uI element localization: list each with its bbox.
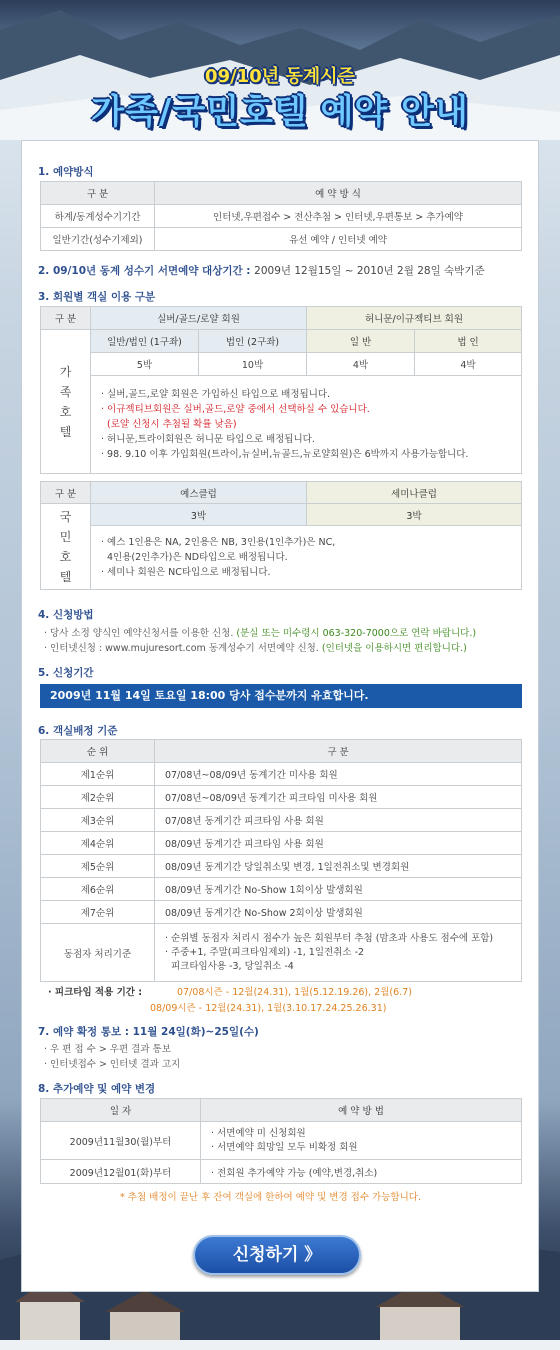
season-title: 09/10년 동계시즌 — [205, 66, 355, 87]
apply-method-line-1 — [44, 625, 476, 639]
table-cell: 유선 예약 / 인터넷 예약 — [155, 228, 522, 251]
table-cell: 10박 — [199, 353, 307, 376]
table-cell: 07/08년 동계기간 피크타임 사용 회원 — [155, 809, 522, 832]
reservation-method-table — [40, 181, 522, 251]
content-panel — [21, 140, 539, 1292]
table-cell: 08/09년 동계기간 당일취소및 변경, 1일전취소및 변경회원 — [155, 855, 522, 878]
apply-method-contact: (분실 또는 미수령시 063-320-7000으로 연락 바랍니다.) — [236, 628, 477, 639]
room-usage-table-national — [40, 481, 522, 590]
label-char: 텔 — [59, 569, 72, 584]
table-cell — [201, 1122, 522, 1160]
table-cell: 4박 — [415, 353, 522, 376]
family-hotel-label — [41, 330, 91, 474]
table-cell: 제7순위 — [41, 901, 155, 924]
table-header: 예 약 방 법 — [201, 1099, 522, 1122]
section-1-title: 1. 예약방식 — [38, 166, 94, 178]
peak-period-label: · 피크타임 적용 기간 : — [48, 987, 143, 998]
table-header: 일 자 — [41, 1099, 201, 1122]
note-line: · 허니문,트라이회원은 허니문 타입으로 배정됩니다. — [101, 434, 315, 445]
table-header: 구 분 — [41, 307, 91, 330]
table-cell: 제4순위 — [41, 832, 155, 855]
apply-method-text: · 인터넷신청 : www.mujuresort.com 동계성수기 서면예약 신청. — [44, 643, 319, 654]
table-cell: 5박 — [91, 353, 199, 376]
table-cell: 08/09년 동계기간 No-Show 2회이상 발생회원 — [155, 901, 522, 924]
room-usage-table-family — [40, 306, 522, 474]
table-cell: 제3순위 — [41, 809, 155, 832]
label-char: 민 — [59, 529, 72, 544]
section-2-title — [38, 263, 485, 278]
section-2-label: 2. 09/10년 동계 성수기 서면예약 대상기간 : — [38, 265, 251, 277]
section-2-period: 2009년 12월15일 ~ 2010년 2월 28일 숙박기준 — [254, 265, 485, 277]
table-subheader: 법 인 — [415, 330, 522, 353]
table-header: 허니문/이규젝티브 회원 — [307, 307, 522, 330]
family-notes — [91, 376, 522, 474]
table-cell: 2009년11월30(월)부터 — [41, 1122, 201, 1160]
note-line: · 예스 1인용은 NA, 2인용은 NB, 3인용(1인추가)은 NC, — [101, 537, 336, 548]
additional-reservation-table — [40, 1098, 522, 1184]
section-5-title: 5. 신청기간 — [38, 667, 94, 679]
peak-period-line-2: 08/09시즌 - 12월(24.31), 1월(3.10.17.24.25.26.31) — [150, 1003, 387, 1014]
table-cell: · 전회원 추가예약 가능 (예약,변경,취소) — [201, 1160, 522, 1184]
note-line: · 98. 9.10 이후 가입회원(트라이,뉴실버,뉴골드,뉴로얄회원)은 6박까지 사용가능합니다. — [101, 449, 469, 460]
tie-rule-notes — [155, 924, 522, 982]
label-char: 국 — [59, 509, 72, 524]
note-line: · 이규젝티브회원은 실버,골드,로얄 중에서 선택하실 수 있습니다. — [101, 404, 370, 415]
label-char: 호 — [59, 549, 72, 564]
section-6-title: 6. 객실배정 기준 — [38, 725, 118, 737]
table-header: 예 약 방 식 — [155, 182, 522, 205]
note-line: · 세미나 회원은 NC타입으로 배정됩니다. — [101, 567, 271, 578]
table-subheader: 법인 (2구좌) — [199, 330, 307, 353]
page-title: 가족/국민호텔 예약 안내 — [91, 92, 469, 132]
table-cell: 4박 — [307, 353, 415, 376]
label-char: 족 — [59, 384, 72, 399]
table-subheader: 일반/법인 (1구좌) — [91, 330, 199, 353]
label-char: 텔 — [59, 424, 72, 439]
footnote: * 추첨 배정이 끝난 후 잔여 객실에 한하여 예약 및 변경 접수 가능합니다. — [120, 1192, 421, 1203]
section-3-title: 3. 회원별 객실 이용 구분 — [38, 291, 156, 303]
notify-line: · 우 편 접 수 > 우편 결과 통보 — [44, 1044, 171, 1055]
note-line: 4인용(2인추가)은 ND타입으로 배정됩니다. — [107, 552, 288, 563]
section-7-title: 7. 예약 확정 통보 : 11월 24일(화)~25일(수) — [38, 1026, 259, 1038]
national-hotel-label — [41, 504, 91, 590]
section-8-title: 8. 추가예약 및 예약 변경 — [38, 1083, 156, 1095]
banner — [0, 0, 560, 140]
table-cell: 2009년12월01(화)부터 — [41, 1160, 201, 1184]
table-header: 구 분 — [41, 482, 91, 504]
apply-method-tip: (인터넷을 이용하시면 편리합니다.) — [321, 643, 467, 654]
section-4-title: 4. 신청방법 — [38, 609, 94, 621]
table-cell: 제5순위 — [41, 855, 155, 878]
note-line: · 실버,골드,로얄 회원은 가입하신 타입으로 배정됩니다. — [101, 389, 331, 400]
table-cell: 제2순위 — [41, 786, 155, 809]
table-cell: 3박 — [91, 504, 307, 526]
peak-period-line-1: 07/08시즌 - 12월(24.31), 1월(5.12.19.26), 2월(6.7) — [177, 987, 412, 998]
table-cell: 08/09년 동계기간 피크타임 사용 회원 — [155, 832, 522, 855]
note-line: · 서면예약 미 신청회원 — [211, 1127, 306, 1139]
table-cell: 동점자 처리기준 — [41, 924, 155, 982]
note-line: · 서면예약 희망일 모두 비확정 회원 — [211, 1141, 358, 1153]
apply-period-banner: 2009년 11월 14일 토요일 18:00 당사 접수분까지 유효합니다. — [40, 684, 522, 708]
table-header: 구 분 — [41, 182, 155, 205]
table-cell: 일반기간(성수기제외) — [41, 228, 155, 251]
table-header: 구 분 — [155, 740, 522, 763]
table-cell: 07/08년~08/09년 동계기간 피크타임 미사용 회원 — [155, 786, 522, 809]
table-cell: 07/08년~08/09년 동계기간 미사용 회원 — [155, 763, 522, 786]
apply-method-line-2 — [44, 640, 467, 654]
table-subheader: 일 반 — [307, 330, 415, 353]
table-cell: 제1순위 — [41, 763, 155, 786]
apply-method-text: · 당사 소정 양식인 예약신청서를 이용한 신청. — [44, 628, 234, 639]
notify-line: · 인터넷접수 > 인터넷 결과 고지 — [44, 1059, 181, 1070]
note-line: · 주중+1, 주말(피크타임제외) -1, 1일전취소 -2 — [165, 946, 365, 958]
national-notes — [91, 526, 522, 590]
table-cell: 하계/동계성수기기간 — [41, 205, 155, 228]
apply-button[interactable]: 신청하기 》 — [193, 1235, 361, 1275]
room-assignment-table — [40, 739, 522, 982]
note-line: 피크타임사용 -3, 당일취소 -4 — [171, 960, 294, 972]
note-line: · 순위별 동점자 처리시 점수가 높은 회원부터 추첨 (맘초과 사용도 점수에 포함) — [165, 932, 494, 944]
table-header: 세미나클럽 — [307, 482, 522, 504]
table-cell: 08/09년 동계기간 No-Show 1회이상 발생회원 — [155, 878, 522, 901]
label-char: 가 — [59, 364, 72, 379]
table-header: 예스클럽 — [91, 482, 307, 504]
table-header: 순 위 — [41, 740, 155, 763]
table-cell: 3박 — [307, 504, 522, 526]
table-cell: 제6순위 — [41, 878, 155, 901]
table-cell: 인터넷,우편접수 > 전산추첨 > 인터넷,우편통보 > 추가예약 — [155, 205, 522, 228]
note-line: (로얄 신청시 추첨될 확률 낮음) — [107, 419, 237, 430]
label-char: 호 — [59, 404, 72, 419]
table-header: 실버/골드/로얄 회원 — [91, 307, 307, 330]
